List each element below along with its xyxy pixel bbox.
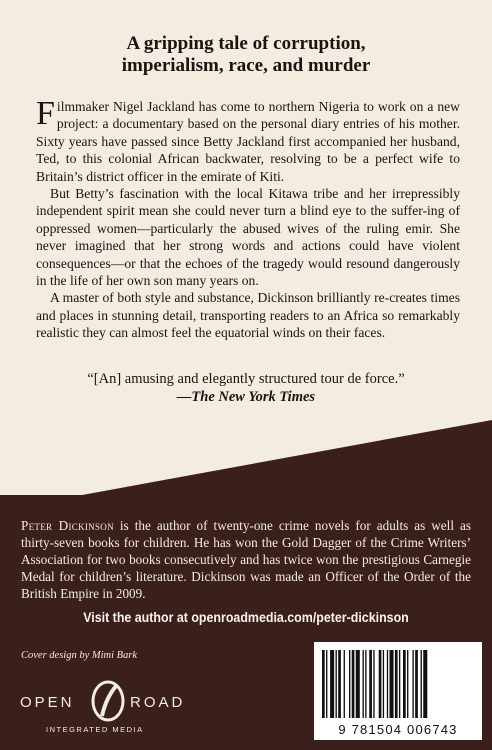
drop-cap: F bbox=[36, 95, 55, 132]
barcode-bar bbox=[349, 650, 350, 718]
barcode-bar bbox=[344, 650, 345, 718]
blurb-paragraph-1-text: ilmmaker Nigel Jackland has come to northern Nigeria to work on a new project: a documentary based on the personal diary entries of his mother. Sixty years have passed since Betty Jackland first accompanied her husband, Ted, to this colonial African backwater, resolving to be a perfect wife to Britain’s district officer in the emirate of Kiti. bbox=[36, 99, 460, 184]
barcode-bar bbox=[363, 650, 364, 718]
author-website-link[interactable]: Visit the author at openroadmedia.com/peter-dickinson bbox=[83, 610, 409, 625]
barcode-bar bbox=[356, 650, 360, 718]
barcode-bar bbox=[390, 650, 394, 718]
barcode-bar bbox=[415, 650, 418, 718]
barcode-bars bbox=[314, 642, 482, 722]
barcode-bar bbox=[322, 650, 325, 718]
barcode-bar bbox=[395, 650, 398, 718]
barcode-bar bbox=[387, 650, 388, 718]
open-road-logo-icon bbox=[16, 676, 206, 738]
barcode-bar bbox=[369, 650, 372, 718]
barcode-bar bbox=[421, 650, 422, 718]
review-quote bbox=[40, 370, 452, 406]
quote-source: —The New York Times bbox=[176, 389, 316, 405]
cover-design-credit: Cover design by Mimi Bark bbox=[21, 650, 138, 661]
barcode-bar bbox=[407, 650, 408, 718]
barcode-bar bbox=[373, 650, 374, 718]
barcode-bar bbox=[399, 650, 400, 718]
logo-subtitle: INTEGRATED MEDIA bbox=[46, 725, 144, 734]
logo-right-word: ROAD bbox=[130, 694, 186, 711]
tagline-line-1: A gripping tale of corruption, bbox=[126, 33, 366, 54]
barcode-bar bbox=[379, 650, 382, 718]
barcode-bar bbox=[423, 650, 427, 718]
barcode-bar bbox=[338, 650, 341, 718]
blurb-paragraph-3: A master of both style and substance, Dickinson brilliantly re-creates times and places in stunning detail, transporting readers to an Africa so remarkably realistic they can almost feel the equatorial winds on their faces. bbox=[36, 290, 460, 341]
barcode-bar bbox=[330, 650, 334, 718]
logo-left-word: OPEN bbox=[20, 694, 75, 711]
author-name: Peter Dickinson bbox=[21, 518, 114, 533]
quote-text: “[An] amusing and elegantly structured tour de force.” bbox=[87, 371, 405, 387]
barcode-bar bbox=[336, 650, 337, 718]
isbn-number: 9 781504 006743 bbox=[338, 722, 458, 737]
blurb-paragraph-1 bbox=[36, 95, 460, 185]
barcode bbox=[314, 642, 482, 740]
barcode-bar bbox=[383, 650, 384, 718]
barcode-bar bbox=[403, 650, 406, 718]
barcode-bar bbox=[412, 650, 413, 718]
tagline bbox=[60, 33, 432, 77]
barcode-bar bbox=[352, 650, 355, 718]
blurb bbox=[36, 95, 460, 342]
tagline-line-2: imperialism, race, and murder bbox=[121, 55, 371, 76]
barcode-bar bbox=[365, 650, 366, 718]
blurb-paragraph-2: But Betty’s fascination with the local Kitawa tribe and her irrepressibly independent spirit mean she could never turn a blind eye to the suffer-ing of oppressed women—particularly the abused wives of the ruling emir. She never imagined that her strong words and actions could have violent consequences—or that the echoes of the tragedy would resound dangerously in the life of her own son many years on. bbox=[36, 186, 460, 289]
author-bio-text: is the author of twenty-one crime novels for adults as well as thirty-seven books for children. He has won the Gold Dagger of the Crime Writers’ Association for two books consecutively and has twice won the prestigious Carnegie Medal for children’s literature. Dickinson was made an Officer of the Order of the British Empire in 2009. bbox=[21, 518, 471, 601]
author-bio bbox=[21, 517, 471, 602]
barcode-bar bbox=[326, 650, 327, 718]
